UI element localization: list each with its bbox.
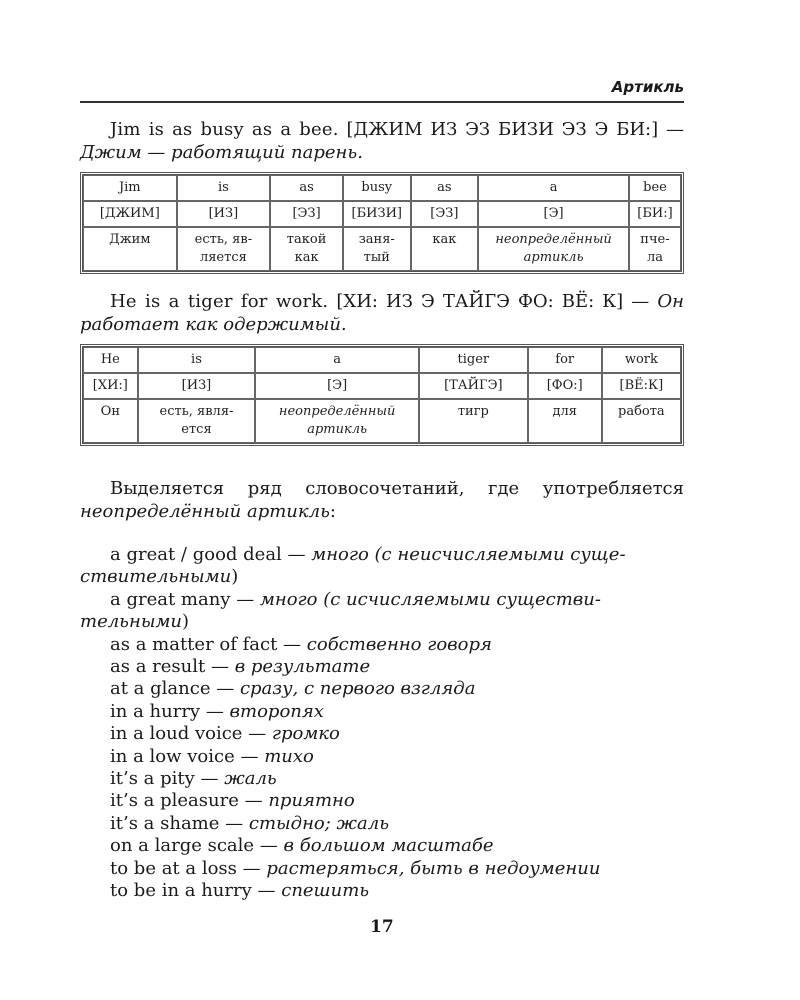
list-item: a great / good deal — много (с неисчисляемыми суще- bbox=[110, 544, 626, 565]
table-cell: [ВЁ:К] bbox=[602, 373, 681, 399]
table-row-words bbox=[83, 175, 681, 201]
list-item: in a low voice — тихо bbox=[110, 745, 314, 767]
example-2-dash: — bbox=[631, 291, 650, 312]
example-1-transcription: [ДЖИМ ИЗ ЭЗ БИЗИ ЭЗ Э БИ:] bbox=[346, 119, 659, 140]
example-2-english: He is a tiger for work. bbox=[110, 291, 329, 312]
phrase-ru: стыдно; жаль bbox=[248, 812, 390, 834]
intro-colon: : bbox=[329, 501, 336, 522]
table-cell: bee bbox=[629, 175, 681, 201]
table-cell: a bbox=[255, 347, 419, 373]
list-item-continuation bbox=[80, 611, 684, 633]
phrase-ru: тихо bbox=[264, 745, 314, 767]
phrase-en: as a matter of fact bbox=[110, 633, 278, 655]
phrase-ru: много (с неисчисляемыми суще- bbox=[311, 544, 626, 565]
phrase-en: a great / good deal bbox=[110, 544, 282, 565]
phrase-en: in a hurry bbox=[110, 700, 201, 722]
table-cell: [ЭЗ] bbox=[270, 201, 343, 227]
table-cell: [Э] bbox=[255, 373, 419, 399]
table-cell: неопределённый артикль bbox=[478, 227, 629, 271]
list-item: as a result — в результате bbox=[110, 656, 371, 678]
table-cell: Джим bbox=[83, 227, 177, 271]
table-cell: for bbox=[528, 347, 602, 373]
closing-paren: ) bbox=[182, 611, 190, 633]
list-item: a great many — много (с исчисляемыми существи- bbox=[110, 588, 601, 610]
table-cell: тигр bbox=[419, 399, 528, 443]
table-cell: для bbox=[528, 399, 602, 443]
table-row-words bbox=[83, 347, 681, 373]
phrase-en: to be at a loss bbox=[110, 857, 237, 879]
example-2-sentence bbox=[80, 290, 684, 336]
table-cell: a bbox=[478, 175, 629, 201]
page-number: 17 bbox=[370, 917, 394, 937]
list-item: as a matter of fact — собственно говоря bbox=[110, 633, 492, 655]
phrase-ru: растеряться, быть в недоумении bbox=[266, 857, 601, 879]
phrase-ru: приятно bbox=[268, 790, 355, 812]
table-cell: заня- тый bbox=[343, 227, 411, 271]
table-row-glosses bbox=[83, 227, 681, 271]
table-cell: [БИЗИ] bbox=[343, 201, 411, 227]
table-row-transcriptions bbox=[83, 201, 681, 227]
list-item-continuation bbox=[80, 566, 684, 588]
phrase-ru-cont: ствительными bbox=[80, 566, 232, 588]
table-cell: [ФО:] bbox=[528, 373, 602, 399]
table-cell: [ЭЗ] bbox=[411, 201, 479, 227]
table-cell: как bbox=[411, 227, 479, 271]
phrase-en: in a loud voice bbox=[110, 723, 243, 745]
phrase-en: it’s a pleasure bbox=[110, 790, 239, 812]
list-item: to be in a hurry — спешить bbox=[110, 880, 370, 902]
phrase-en: it’s a pity bbox=[110, 768, 195, 790]
table-cell: is bbox=[138, 347, 256, 373]
phrase-ru-cont: тельными bbox=[80, 611, 183, 633]
book-page bbox=[80, 0, 684, 1000]
phrase-en: as a result bbox=[110, 656, 206, 678]
example-1-dash: — bbox=[666, 119, 684, 140]
list-item: it’s a pleasure — приятно bbox=[110, 790, 355, 812]
example-1-english: Jim is as busy as a bee. bbox=[110, 119, 339, 140]
phrase-en: it’s a shame bbox=[110, 812, 220, 834]
phrase-ru: жаль bbox=[224, 768, 277, 790]
intro-paragraph bbox=[80, 477, 684, 523]
list-item: it’s a pity — жаль bbox=[110, 768, 277, 790]
phrase-ru: второпях bbox=[229, 700, 324, 722]
phrase-list bbox=[80, 544, 684, 903]
table-cell: есть, явля- ется bbox=[138, 399, 256, 443]
phrase-ru: собственно говоря bbox=[306, 633, 492, 655]
table-cell: as bbox=[270, 175, 343, 201]
table-cell: Он bbox=[83, 399, 138, 443]
table-cell: пче- ла bbox=[629, 227, 681, 271]
table-row-transcriptions bbox=[83, 373, 681, 399]
table-cell: [ХИ:] bbox=[83, 373, 138, 399]
list-item: in a hurry — второпях bbox=[110, 700, 324, 722]
table-cell: [ДЖИМ] bbox=[83, 201, 177, 227]
phrase-en: in a low voice bbox=[110, 745, 235, 767]
example-1-translation: Джим — работящий парень. bbox=[80, 142, 363, 163]
phrase-ru: в результате bbox=[234, 656, 371, 678]
phrase-en: on a large scale bbox=[110, 835, 255, 857]
example-1-sentence bbox=[80, 118, 684, 164]
table-cell: [ИЗ] bbox=[177, 201, 271, 227]
example-1-gloss-table bbox=[80, 172, 684, 274]
intro-text: Выделяется ряд словосочетаний, где употребляется bbox=[110, 478, 684, 499]
table-cell: есть, яв- ляется bbox=[177, 227, 271, 271]
list-item: to be at a loss — растеряться, быть в недоумении bbox=[110, 857, 601, 879]
table-cell: работа bbox=[602, 399, 681, 443]
example-2-gloss-table bbox=[80, 344, 684, 446]
phrase-ru: в большом масштабе bbox=[283, 835, 494, 857]
table-cell: [ИЗ] bbox=[138, 373, 256, 399]
list-item: in a loud voice — громко bbox=[110, 723, 340, 745]
table-cell: is bbox=[177, 175, 271, 201]
header-rule bbox=[80, 101, 684, 103]
example-2-transcription: [ХИ: ИЗ Э ТАЙГЭ ФО: ВЁ: К] bbox=[336, 291, 624, 312]
list-item: it’s a shame — стыдно; жаль bbox=[110, 812, 390, 834]
table-cell: неопределённый артикль bbox=[255, 399, 419, 443]
closing-paren: ) bbox=[231, 566, 239, 588]
table-cell: такой как bbox=[270, 227, 343, 271]
table-cell: tiger bbox=[419, 347, 528, 373]
table-cell: busy bbox=[343, 175, 411, 201]
phrase-ru: громко bbox=[271, 723, 340, 745]
phrase-en: a great many bbox=[110, 588, 231, 610]
list-item: on a large scale — в большом масштабе bbox=[110, 835, 494, 857]
table-cell: as bbox=[411, 175, 479, 201]
phrase-ru: много (с исчисляемыми существи- bbox=[259, 588, 601, 610]
example-2-translation: Он работает как одержимый. bbox=[80, 291, 684, 335]
list-item: at a glance — сразу, с первого взгляда bbox=[110, 678, 476, 700]
table-cell: [ТАЙГЭ] bbox=[419, 373, 528, 399]
table-cell: [БИ:] bbox=[629, 201, 681, 227]
intro-emphasis: неопределённый артикль bbox=[80, 501, 330, 522]
table-cell: Jim bbox=[83, 175, 177, 201]
table-cell: He bbox=[83, 347, 138, 373]
table-cell: work bbox=[602, 347, 681, 373]
phrase-en: at a glance bbox=[110, 678, 211, 700]
phrase-en: to be in a hurry bbox=[110, 880, 252, 902]
phrase-ru: сразу, с первого взгляда bbox=[239, 678, 476, 700]
running-head: Артикль bbox=[611, 78, 684, 96]
phrase-ru: спешить bbox=[281, 880, 370, 902]
table-cell: [Э] bbox=[478, 201, 629, 227]
table-row-glosses bbox=[83, 399, 681, 443]
